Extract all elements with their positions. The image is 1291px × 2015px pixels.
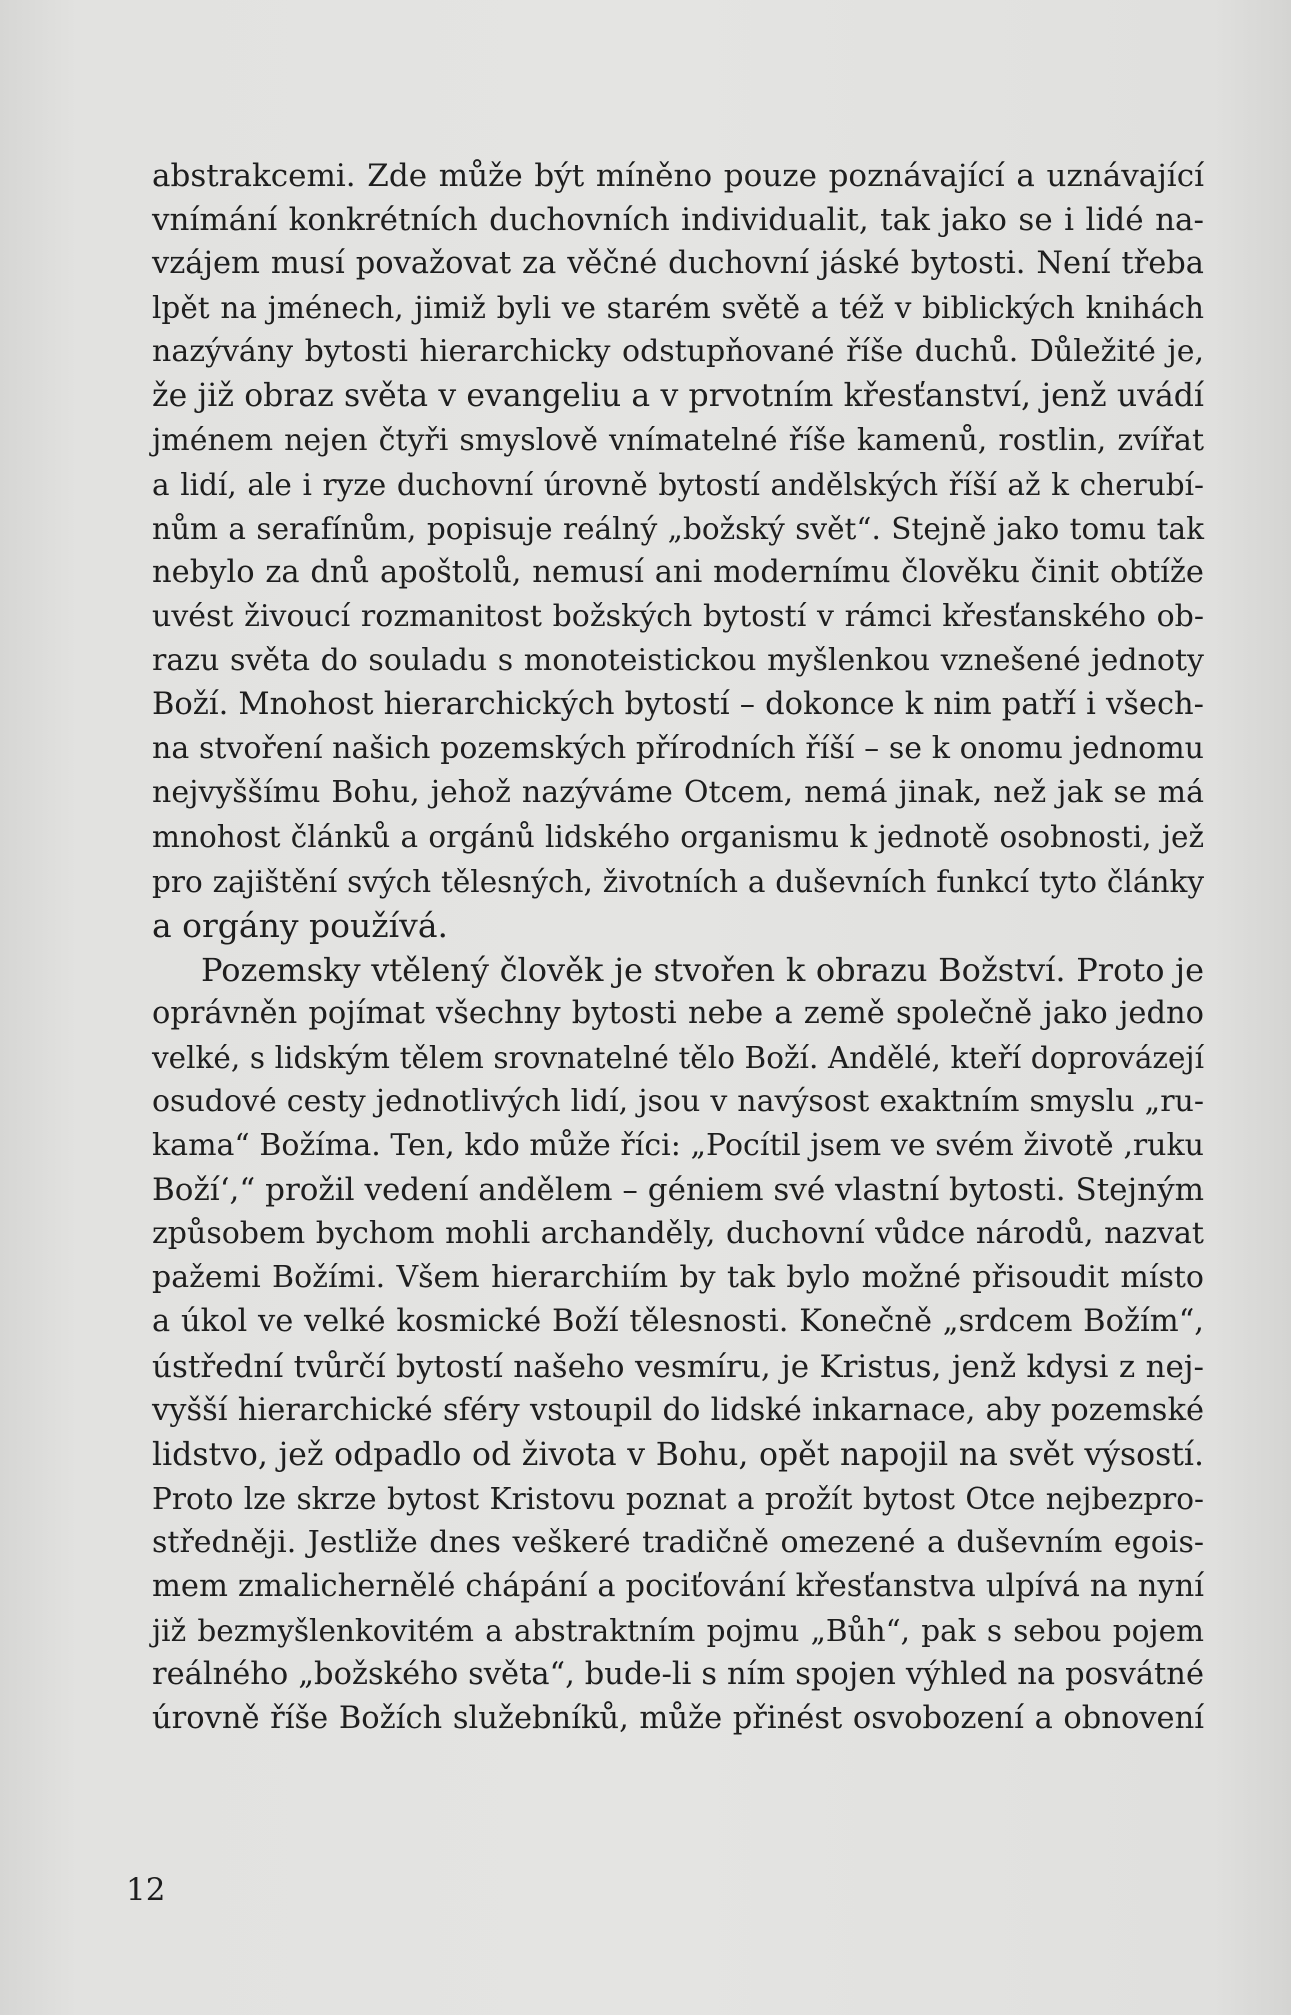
text-line: kama“ Božíma. Ten, kdo může říci: „Pocítil jsem ve svém životě ‚ruku <box>152 1128 1204 1164</box>
text-line: osudové cesty jednotlivých lidí, jsou v navýsost exaktním smyslu „ru- <box>152 1083 1204 1119</box>
text-line: způsobem bychom mohli archanděly, duchovní vůdce národů, nazvat <box>152 1216 1204 1252</box>
text-line: lidstvo, jež odpadlo od života v Bohu, opět napojil na svět výsostí. <box>152 1436 1204 1473</box>
text-line: uvést živoucí rozmanitost božských bytostí v rámci křesťanského ob- <box>152 598 1204 634</box>
text-line: že již obraz světa v evangeliu a v prvotním křesťanství, jenž uvádí <box>152 378 1204 415</box>
text-line: a úkol ve velké kosmické Boží tělesnosti. Konečně „srdcem Božím“, <box>152 1304 1204 1340</box>
text-line: a lidí, ale i ryze duchovní úrovně bytostí andělských říší až k cherubí- <box>152 467 1204 502</box>
text-line: jménem nejen čtyři smyslově vnímatelné říše kamenů, rostlin, zvířat <box>152 422 1204 458</box>
text-line: středněji. Jestliže dnes veškeré tradičně omezené a duševním egois- <box>152 1524 1204 1560</box>
text-line: lpět na jménech, jimiž byli ve starém světě a též v biblických knihách <box>152 291 1204 326</box>
text-line: Boží. Mnohost hierarchických bytostí – dokonce k nim patří i všech- <box>152 687 1204 723</box>
text-line: abstrakcemi. Zde může být míněno pouze poznávající a uznávající <box>152 158 1204 194</box>
text-line: pro zajištění svých tělesných, životních a duševních funkcí tyto články <box>152 864 1204 899</box>
text-line: reálného „božského světa“, bude-li s ním spojen výhled na posvátné <box>152 1657 1204 1693</box>
text-line: nejvyššímu Bohu, jehož nazýváme Otcem, nemá jinak, než jak se má <box>152 775 1204 811</box>
text-line: nazývány bytosti hierarchicky odstupňované říše duchů. Důležité je, <box>152 334 1204 370</box>
text-line: vzájem musí považovat za věčné duchovní jáské bytosti. Není třeba <box>152 246 1204 282</box>
page-number: 12 <box>126 1872 166 1908</box>
text-line: razu světa do souladu s monoteistickou myšlenkou vznešené jednoty <box>152 643 1204 679</box>
text-line: velké, s lidským tělem srovnatelné tělo Boží. Andělé, kteří doprovázejí <box>152 1040 1204 1075</box>
text-line: vnímání konkrétních duchovních individualit, tak jako se i lidé na- <box>152 202 1204 239</box>
text-line: mem zmalichernělé chápání a pociťování křesťanstva ulpívá na nyní <box>152 1569 1204 1604</box>
text-line: nebylo za dnů apoštolů, nemusí ani modernímu člověku činit obtíže <box>152 554 1204 590</box>
body-text <box>152 154 1204 1741</box>
text-line: nům a serafínům, popisuje reálný „božský svět“. Stejně jako tomu tak <box>152 511 1204 546</box>
text-line: na stvoření našich pozemských přírodních říší – se k onomu jednomu <box>152 731 1204 767</box>
text-line: ústřední tvůrčí bytostí našeho vesmíru, je Kristus, jenž kdysi z nej- <box>152 1348 1204 1385</box>
text-line: Proto lze skrze bytost Kristovu poznat a prožít bytost Otce nejbezpro- <box>152 1481 1204 1516</box>
paragraph-start-line: Pozemsky vtělený člověk je stvořen k obrazu Božství. Proto je <box>201 950 1204 989</box>
text-line: již bezmyšlenkovitém a abstraktním pojmu „Bůh“, pak s sebou pojem <box>152 1614 1204 1649</box>
paragraph-end-line: a orgány používá. <box>152 905 448 945</box>
text-line: oprávněn pojímat všechny bytosti nebe a země společně jako jedno <box>152 995 1204 1031</box>
text-line: vyšší hierarchické sféry vstoupil do lidské inkarnace, aby pozemské <box>152 1392 1204 1428</box>
text-line: úrovně říše Božích služebníků, může přinést osvobození a obnovení <box>152 1701 1204 1737</box>
text-line: pažemi Božími. Všem hierarchiím by tak bylo možné přisoudit místo <box>152 1260 1204 1296</box>
text-line: mnohost článků a orgánů lidského organismu k jednotě osobnosti, jež <box>152 820 1204 855</box>
text-line: Boží‘,“ prožil vedení andělem – géniem své vlastní bytosti. Stejným <box>152 1172 1205 1209</box>
